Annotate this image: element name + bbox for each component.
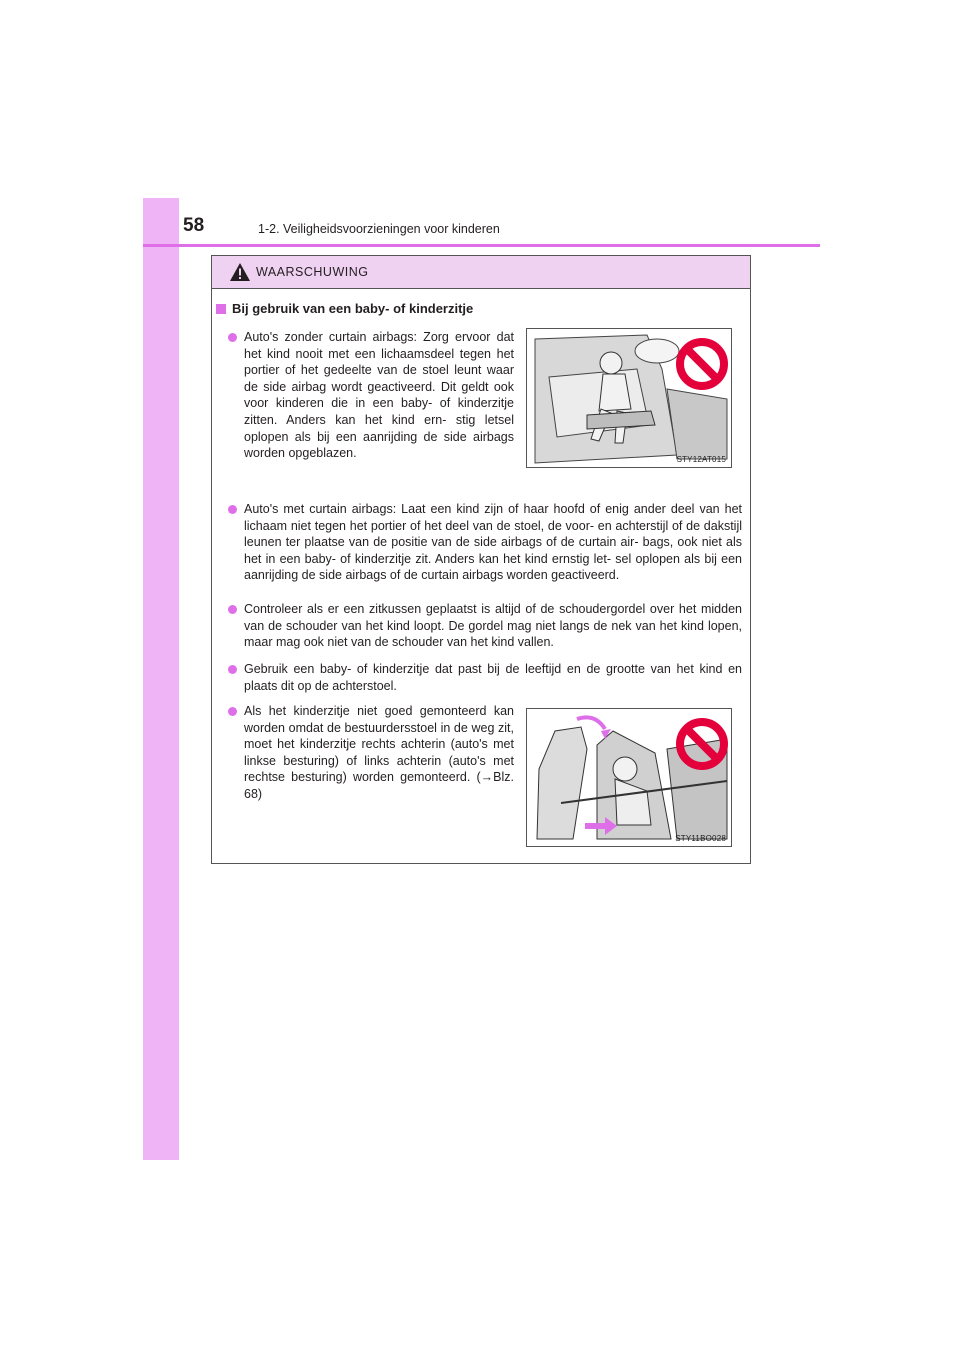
bullet-item: Auto's met curtain airbags: Laat een kind zijn of haar hoofd of enig ander deel van het lichaam niet tegen het portier of het deel van de stoel, de voor- en achterstijl of de dakstijl leunen ter plaatse van de positie van de side airbags of de curtain air- bags, ook niet als het in een baby- of kinderzitje zit. Anders kan het kind ernstig let- sel oplopen als bij een aanrijding de side airbags of de curtain airbags worden geactiveerd.: [228, 501, 742, 584]
bullet-dot-icon: [228, 505, 237, 514]
bullet-item: Controleer als er een zitkussen geplaatst is altijd of de schoudergordel over het midden van de schouder van het kind loopt. De gordel mag niet langs de nek van het kind lopen, maar mag ook niet van de schouder van het kind vallen.: [228, 601, 742, 651]
prohibited-icon: [675, 337, 729, 391]
figure-code: STY11BO028: [675, 834, 726, 843]
bullet-item: Auto's zonder curtain airbags: Zorg ervoor dat het kind nooit met een lichaamsdeel tegen het portier of het gedeelte van de stoel leunt waar de side airbag wordt geactiveerd. Dit geldt ook voor kinderen die in een baby- of kinderzitje zitten. Anders kan het kind ern- stig letsel oplopen als bij een aanrijding de side airbags worden opgeblazen.: [228, 329, 514, 462]
chapter-side-strip: [143, 198, 179, 1160]
bullet-dot-icon: [228, 333, 237, 342]
section-title: 1-2. Veiligheidsvoorzieningen voor kinderen: [258, 222, 500, 236]
warning-subheading: Bij gebruik van een baby- of kinderzitje: [216, 301, 473, 316]
prohibited-icon: [675, 717, 729, 771]
warning-header: [212, 256, 750, 289]
page-number: 58: [183, 215, 205, 236]
bullet-item: Als het kinderzitje niet goed gemonteerd kan worden omdat de bestuurdersstoel in de weg zit, moet het kinderzitje rechts achterin (auto's met linkse besturing) of links achterin (auto's met rechtse besturing) worden gemonteerd. (→Blz. 68): [228, 703, 514, 803]
bullet-dot-icon: [228, 605, 237, 614]
bullet-item: Gebruik een baby- of kinderzitje dat past bij de leeftijd en de grootte van het kind en plaats dit op de achterstoel.: [228, 661, 742, 694]
square-bullet-icon: [216, 304, 226, 314]
warning-triangle-icon: [229, 262, 251, 282]
bullet-dot-icon: [228, 665, 237, 674]
figure-side-airbag: [526, 328, 732, 468]
figure-child-seat-placement: [526, 708, 732, 847]
warning-title: WAARSCHUWING: [256, 265, 369, 279]
warning-box: [211, 255, 751, 864]
bullet-dot-icon: [228, 707, 237, 716]
figure-code: STY12AT015: [676, 455, 726, 464]
header-rule: [143, 244, 820, 247]
